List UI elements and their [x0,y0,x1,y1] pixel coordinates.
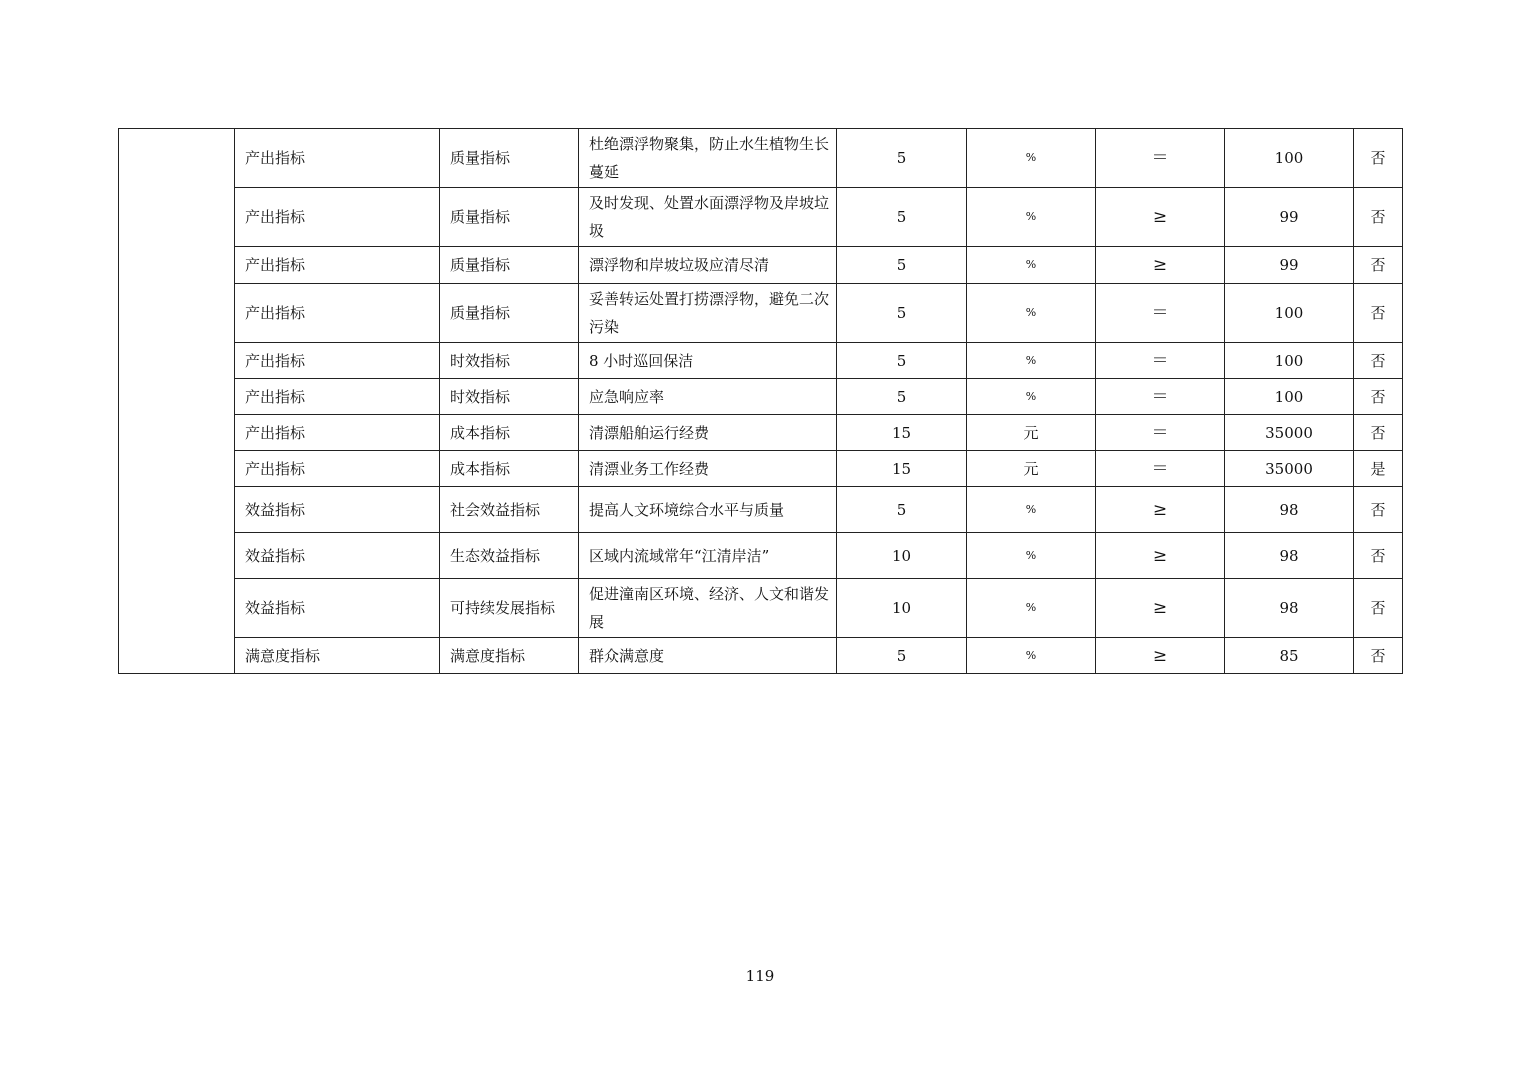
indicator-name: 漂浮物和岸坡垃圾应清尽清 [579,247,837,284]
indicator-weight: 5 [837,638,967,674]
level1-indicator: 效益指标 [235,579,440,638]
level1-indicator: 产出指标 [235,451,440,487]
indicator-weight: 5 [837,188,967,247]
indicator-unit: % [967,487,1096,533]
level1-indicator: 产出指标 [235,188,440,247]
indicator-unit: % [967,343,1096,379]
level2-indicator: 质量指标 [440,284,579,343]
indicator-weight: 5 [837,247,967,284]
table-row [119,343,1403,379]
level2-indicator: 成本指标 [440,415,579,451]
page-number: 119 [745,967,775,985]
indicator-name: 妥善转运处置打捞漂浮物，避免二次污染 [579,284,837,343]
indicator-unit: % [967,638,1096,674]
indicator-operator: ≥ [1096,247,1225,284]
table-row [119,487,1403,533]
level2-indicator: 生态效益指标 [440,533,579,579]
indicator-unit: % [967,579,1096,638]
merged-project-cell [119,129,235,674]
indicator-operator: ＝ [1096,129,1225,188]
indicator-weight: 10 [837,533,967,579]
indicator-name: 提高人文环境综合水平与质量 [579,487,837,533]
level2-indicator: 可持续发展指标 [440,579,579,638]
table-row [119,638,1403,674]
level2-indicator: 质量指标 [440,129,579,188]
indicator-operator: ＝ [1096,451,1225,487]
level1-indicator: 产出指标 [235,284,440,343]
indicator-target: 35000 [1225,415,1354,451]
indicator-target: 99 [1225,247,1354,284]
level1-indicator: 产出指标 [235,343,440,379]
table-row [119,579,1403,638]
core-indicator-flag: 否 [1354,343,1403,379]
table-row [119,533,1403,579]
core-indicator-flag: 否 [1354,638,1403,674]
indicator-operator: ＝ [1096,284,1225,343]
level1-indicator: 效益指标 [235,487,440,533]
table-row [119,284,1403,343]
indicator-name: 应急响应率 [579,379,837,415]
indicator-operator: ≥ [1096,188,1225,247]
indicator-target: 85 [1225,638,1354,674]
indicator-target: 100 [1225,343,1354,379]
indicator-operator: ≥ [1096,533,1225,579]
indicator-unit: % [967,247,1096,284]
indicator-weight: 5 [837,284,967,343]
level2-indicator: 成本指标 [440,451,579,487]
table-row [119,247,1403,284]
level2-indicator: 时效指标 [440,379,579,415]
indicator-name: 区域内流域常年“江清岸洁” [579,533,837,579]
indicator-name: 杜绝漂浮物聚集，防止水生植物生长蔓延 [579,129,837,188]
indicator-weight: 5 [837,343,967,379]
indicator-name: 促进潼南区环境、经济、人文和谐发展 [579,579,837,638]
indicator-operator: ≥ [1096,638,1225,674]
core-indicator-flag: 否 [1354,284,1403,343]
indicator-operator: ≥ [1096,579,1225,638]
indicator-target: 98 [1225,533,1354,579]
table-row [119,451,1403,487]
indicator-unit: 元 [967,451,1096,487]
core-indicator-flag: 否 [1354,533,1403,579]
core-indicator-flag: 否 [1354,379,1403,415]
level1-indicator: 产出指标 [235,129,440,188]
indicator-name: 及时发现、处置水面漂浮物及岸坡垃圾 [579,188,837,247]
indicator-weight: 15 [837,451,967,487]
indicator-operator: ＝ [1096,343,1225,379]
indicator-name: 8 小时巡回保洁 [579,343,837,379]
table-row [119,188,1403,247]
indicator-unit: % [967,188,1096,247]
indicator-target: 100 [1225,379,1354,415]
indicator-weight: 5 [837,487,967,533]
indicator-target: 100 [1225,129,1354,188]
level1-indicator: 效益指标 [235,533,440,579]
core-indicator-flag: 否 [1354,129,1403,188]
table-row [119,379,1403,415]
level2-indicator: 社会效益指标 [440,487,579,533]
indicator-unit: % [967,379,1096,415]
indicator-operator: ＝ [1096,379,1225,415]
core-indicator-flag: 是 [1354,451,1403,487]
table-row [119,415,1403,451]
indicator-name: 清漂业务工作经费 [579,451,837,487]
level1-indicator: 产出指标 [235,415,440,451]
indicator-unit: % [967,129,1096,188]
level1-indicator: 满意度指标 [235,638,440,674]
indicator-weight: 5 [837,129,967,188]
indicator-unit: % [967,284,1096,343]
indicator-weight: 15 [837,415,967,451]
core-indicator-flag: 否 [1354,487,1403,533]
level1-indicator: 产出指标 [235,247,440,284]
level2-indicator: 满意度指标 [440,638,579,674]
level2-indicator: 质量指标 [440,247,579,284]
indicator-target: 100 [1225,284,1354,343]
indicator-operator: ≥ [1096,487,1225,533]
indicator-name: 群众满意度 [579,638,837,674]
indicator-weight: 10 [837,579,967,638]
core-indicator-flag: 否 [1354,247,1403,284]
performance-indicator-table [118,128,1403,674]
indicator-target: 98 [1225,579,1354,638]
indicator-name: 清漂船舶运行经费 [579,415,837,451]
indicator-target: 35000 [1225,451,1354,487]
indicator-target: 98 [1225,487,1354,533]
core-indicator-flag: 否 [1354,415,1403,451]
indicator-operator: ＝ [1096,415,1225,451]
level2-indicator: 质量指标 [440,188,579,247]
core-indicator-flag: 否 [1354,188,1403,247]
indicator-weight: 5 [837,379,967,415]
table-row [119,129,1403,188]
core-indicator-flag: 否 [1354,579,1403,638]
indicator-unit: % [967,533,1096,579]
indicator-target: 99 [1225,188,1354,247]
level2-indicator: 时效指标 [440,343,579,379]
indicator-unit: 元 [967,415,1096,451]
level1-indicator: 产出指标 [235,379,440,415]
